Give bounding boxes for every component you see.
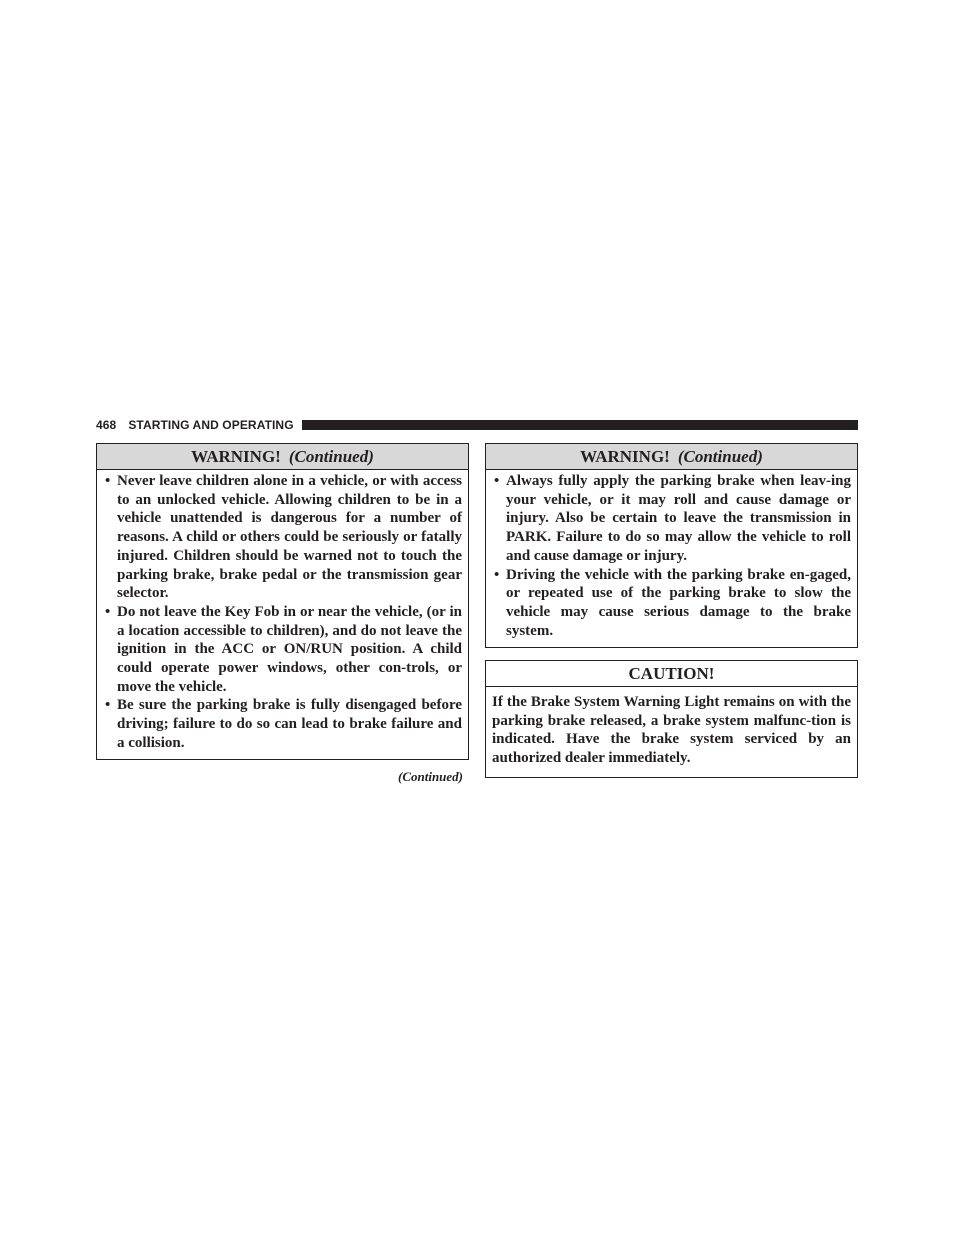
warning-box-left — [96, 443, 469, 760]
warning-bullet: • Be sure the parking brake is fully disengaged before driving; failure to do so can lead to brake failure and a collision. — [105, 696, 462, 752]
page-header — [96, 418, 858, 432]
caution-title: CAUTION! — [628, 663, 715, 683]
warning-list-left — [97, 470, 468, 753]
warning-title: WARNING! — [580, 446, 670, 466]
caution-header — [486, 661, 857, 687]
warning-bullet: • Always fully apply the parking brake when leav-ing your vehicle, or it may roll and cause damage or injury. Also be certain to leave the transmission in PARK. Failure to do so may allow the vehicle to roll and cause damage or injury. — [494, 472, 851, 566]
section-title: STARTING AND OPERATING — [128, 418, 294, 432]
warning-continued-label: (Continued) — [677, 446, 763, 466]
warning-header-right — [486, 444, 857, 470]
warning-list-right — [486, 470, 857, 640]
warning-title: WARNING! — [191, 446, 281, 466]
caution-text: If the Brake System Warning Light remains on with the parking brake released, a brake system malfunc-tion is indicated. Have the brake system serviced by an authorized dealer immediately. — [492, 694, 851, 767]
warning-bullet: • Driving the vehicle with the parking brake en-gaged, or repeated use of the parking brake to slow the vehicle may cause serious damage to the brake system. — [494, 566, 851, 641]
warning-bullet: • Never leave children alone in a vehicle, or with access to an unlocked vehicle. Allowing children to be in a vehicle unattended is dangerous for a number of reasons. A child or others could be seriously or fatally injured. Children should be warned not to touch the parking brake, brake pedal or the transmission gear selector. — [105, 472, 462, 603]
header-rule — [302, 420, 858, 430]
warning-continued-label: (Continued) — [288, 446, 374, 466]
caution-box — [485, 660, 858, 778]
warning-bullet: • Do not leave the Key Fob in or near the vehicle, (or in a location accessible to children), and do not leave the ignition in the ACC or ON/RUN position. A child could operate power windows, other con-trols, or move the vehicle. — [105, 603, 462, 697]
warning-box-right — [485, 443, 858, 648]
page-number: 468 — [96, 418, 117, 432]
continued-footnote: (Continued) — [397, 769, 463, 784]
warning-header-left — [97, 444, 468, 470]
